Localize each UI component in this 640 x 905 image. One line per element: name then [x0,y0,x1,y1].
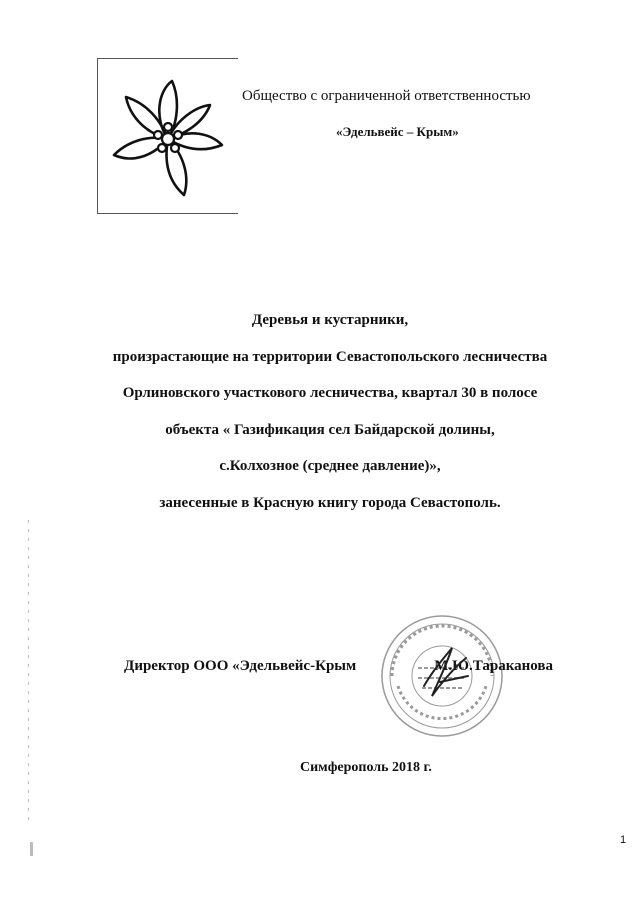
director-position: Директор ООО «Эдельвейс-Крым [124,658,357,674]
director-signature-line [124,658,553,675]
title-line: с.Колхозное (среднее давление)», [219,458,441,474]
document-title [80,309,580,528]
organization-name: Общество с ограниченной ответственностью [242,88,531,104]
handwritten-signature-icon [418,642,478,702]
title-line: объекта « Газификация сел Байдарской долины, [165,421,495,438]
scan-artifact [30,842,33,856]
title-line: произрастающие на территории Севастопольского лесничества [112,348,548,365]
logo-frame [97,58,238,214]
city-year: Симферополь 2018 г. [300,760,432,775]
title-line: Деревья и кустарники, [251,312,409,328]
scan-artifact [28,520,29,820]
flower-logo-icon [106,77,230,201]
organization-brand: «Эдельвейс – Крым» [336,124,459,139]
director-name: М.Ю.Тараканова [434,658,554,674]
page-number: 1 [620,834,627,846]
title-line: Орлиновского участкового лесничества, квартал 30 в полосе [122,385,538,401]
title-line: занесенные в Красную книгу города Севастополь. [159,494,501,511]
